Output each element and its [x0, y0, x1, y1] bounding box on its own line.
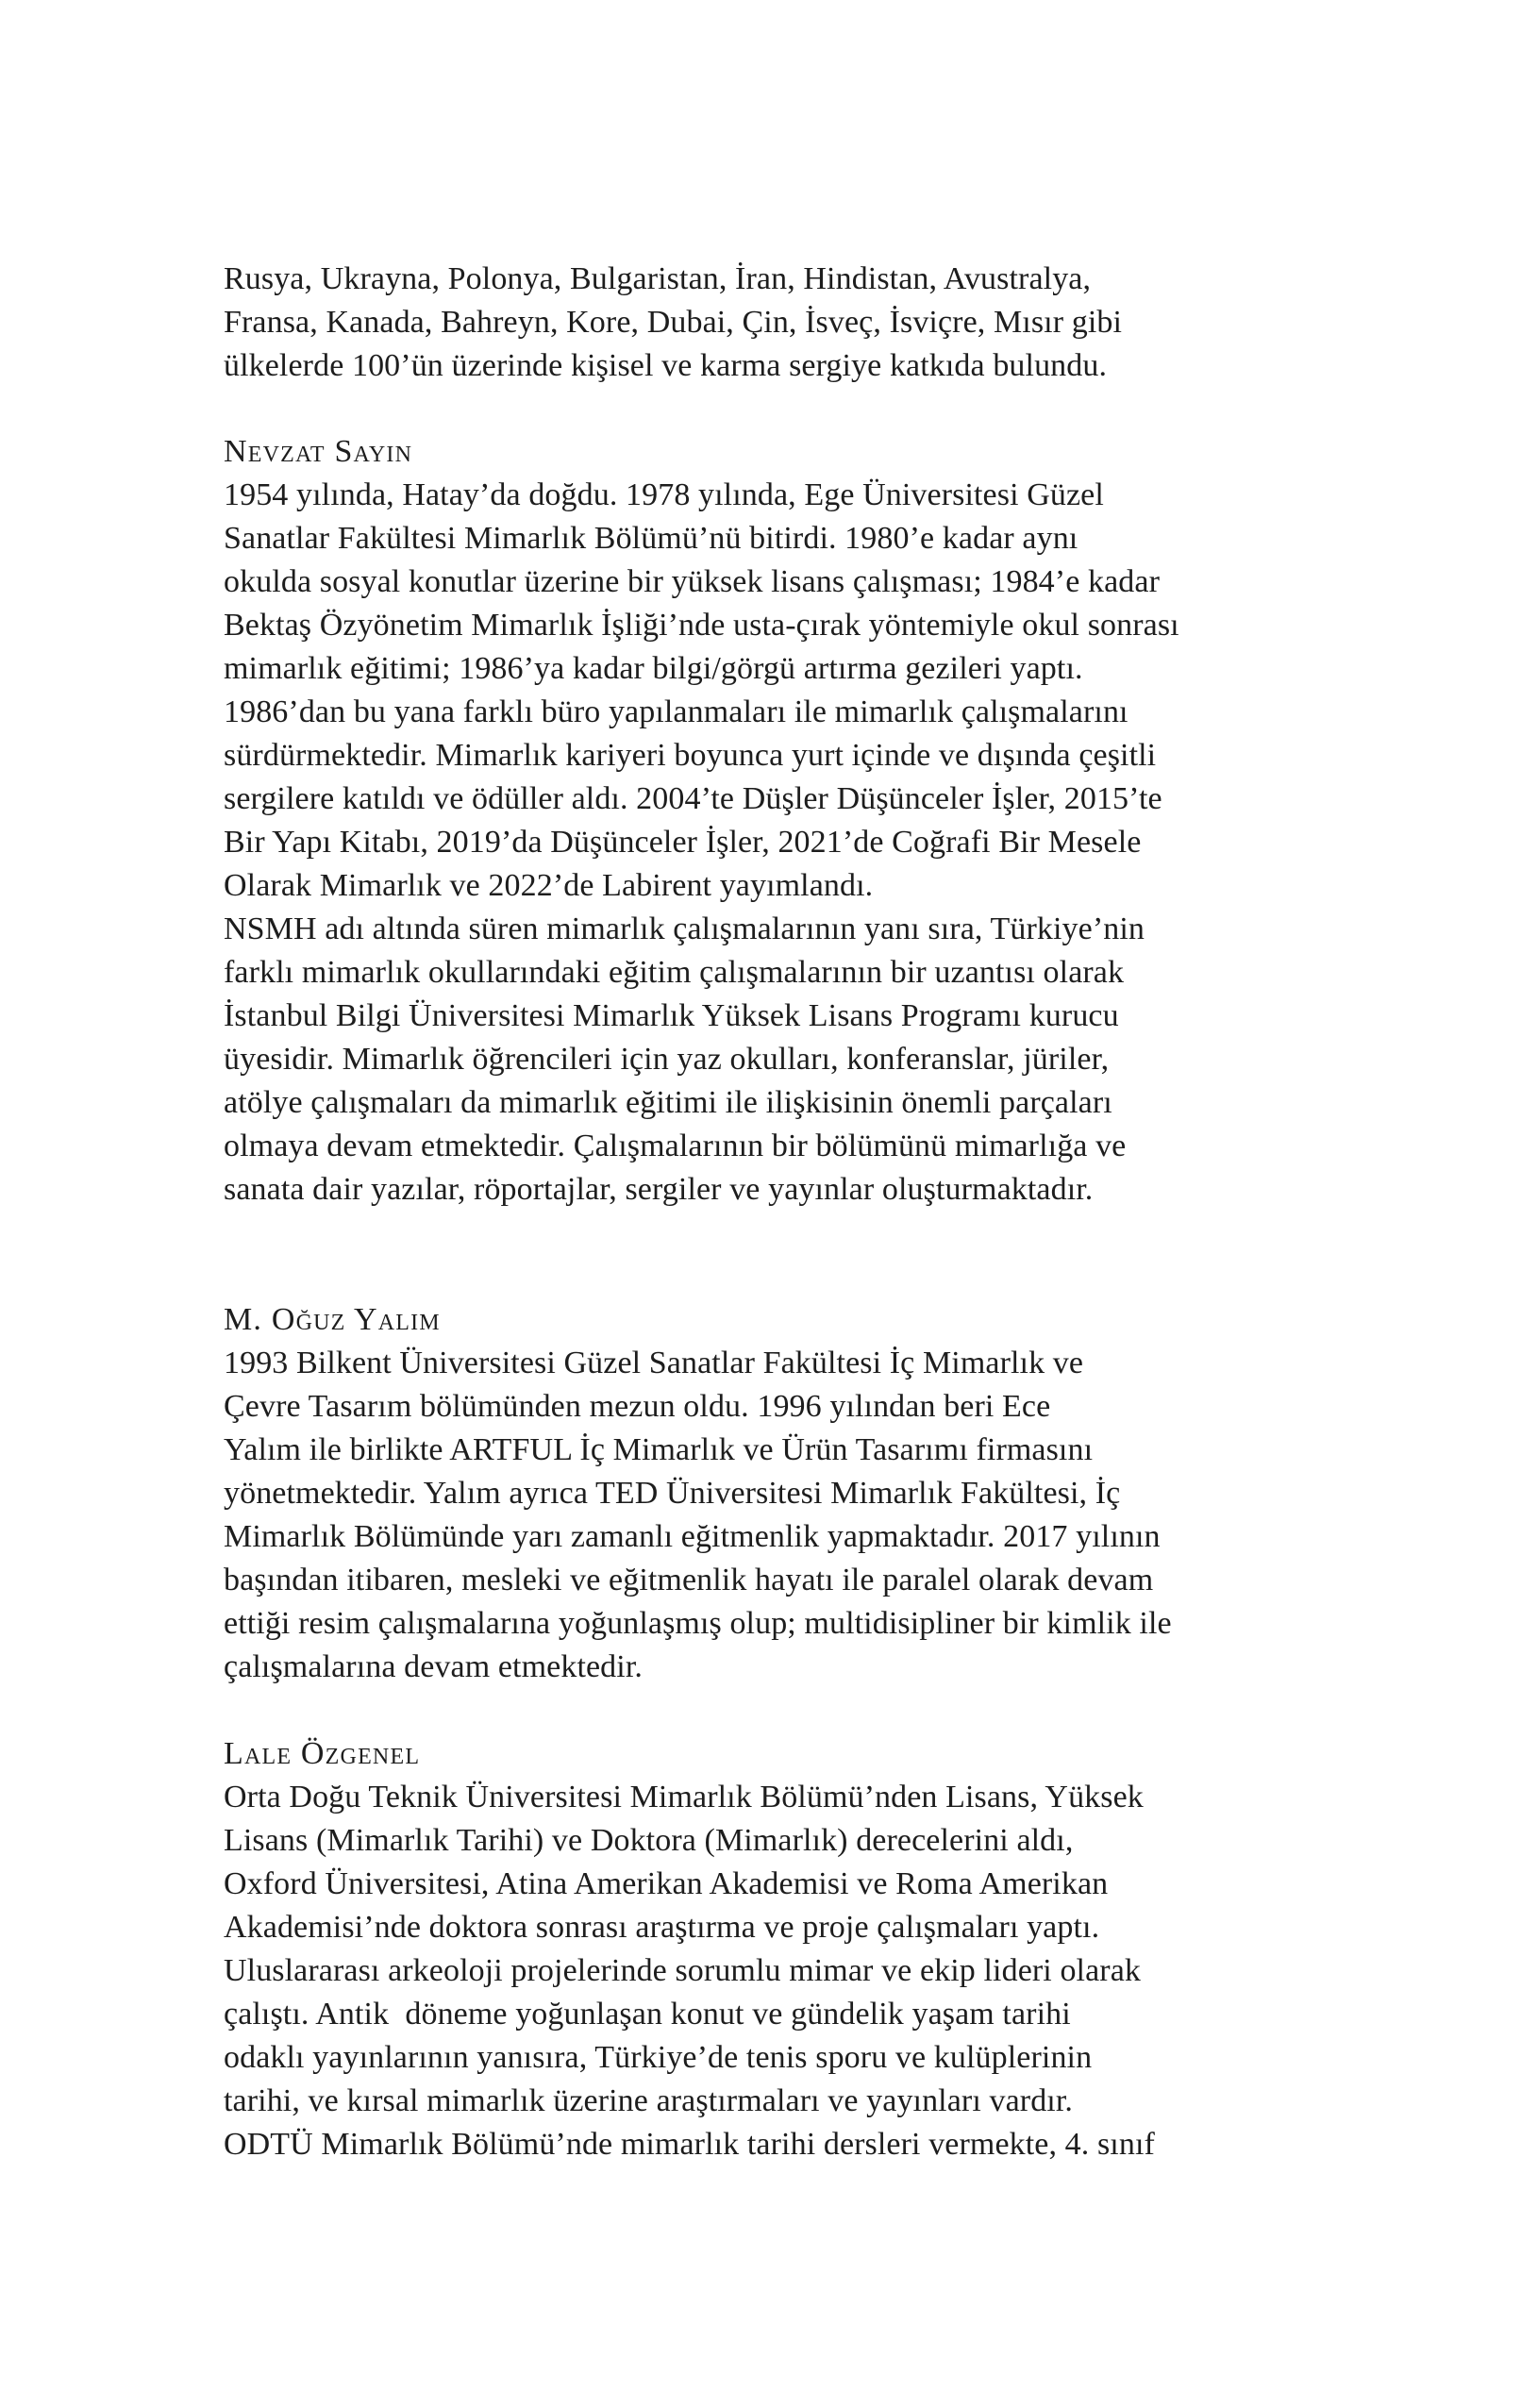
bio-section-nevzat-sayin [224, 430, 1318, 1212]
text-line: okulda sosyal konutlar üzerine bir yüksek lisans çalışması; 1984’e kadar [224, 564, 1161, 599]
text-line: başından itibaren, mesleki ve eğitmenlik hayatı ile paralel olarak devam [224, 1563, 1154, 1597]
text-line: Uluslararası arkeoloji projelerinde sorumlu mimar ve ekip lideri olarak [224, 1953, 1141, 1988]
text-line: ODTÜ Mimarlık Bölümü’nde mimarlık tarihi dersleri vermekte, 4. sınıf [224, 2127, 1155, 2162]
text-line: Lisans (Mimarlık Tarihi) ve Doktora (Mimarlık) derecelerini aldı, [224, 1823, 1074, 1858]
text-line: odaklı yayınlarının yanısıra, Türkiye’de tenis sporu ve kulüplerinin [224, 2040, 1093, 2075]
intro-paragraph [224, 258, 1318, 388]
text-line: 1986’dan bu yana farklı büro yapılanmaları ile mimarlık çalışmalarını [224, 694, 1128, 729]
text-line: 1954 yılında, Hatay’da doğdu. 1978 yılında, Ege Üniversitesi Güzel [224, 477, 1104, 512]
text-line: Bektaş Özyönetim Mimarlık İşliği’nde usta-çırak yöntemiyle okul sonrası [224, 608, 1179, 643]
text-line: Oxford Üniversitesi, Atina Amerikan Akademisi ve Roma Amerikan [224, 1866, 1109, 1901]
bio-body [224, 474, 1318, 1212]
text-line: mimarlık eğitimi; 1986’ya kadar bilgi/görgü artırma gezileri yaptı. [224, 651, 1083, 686]
bio-name-heading: Lale Özgenel [224, 1736, 421, 1771]
text-line: Akademisi’nde doktora sonrası araştırma ve proje çalışmaları yaptı. [224, 1910, 1100, 1945]
text-line: 1993 Bilkent Üniversitesi Güzel Sanatlar Fakültesi İç Mimarlık ve [224, 1346, 1084, 1380]
text-line: Olarak Mimarlık ve 2022’de Labirent yayımlandı. [224, 868, 874, 903]
text-line: çalışmalarına devam etmektedir. [224, 1649, 643, 1684]
bio-name-heading: M. Oğuz Yalım [224, 1302, 441, 1337]
text-line: Sanatlar Fakültesi Mimarlık Bölümü’nü bitirdi. 1980’e kadar aynı [224, 521, 1078, 556]
text-line: tarihi, ve kırsal mimarlık üzerine araştırmaları ve yayınları vardır. [224, 2083, 1073, 2118]
text-line: atölye çalışmaları da mimarlık eğitimi ile ilişkisinin önemli parçaları [224, 1085, 1112, 1120]
text-line: sürdürmektedir. Mimarlık kariyeri boyunca yurt içinde ve dışında çeşitli [224, 738, 1157, 773]
text-line: Rusya, Ukrayna, Polonya, Bulgaristan, İran, Hindistan, Avustralya, [224, 261, 1092, 296]
text-line: çalıştı. Antik döneme yoğunlaşan konut ve gündelik yaşam tarihi [224, 1997, 1071, 2032]
bio-section-lale-ozgenel [224, 1732, 1318, 2166]
text-line: NSMH adı altında süren mimarlık çalışmalarının yanı sıra, Türkiye’nin [224, 911, 1145, 946]
text-line: ettiği resim çalışmalarına yoğunlaşmış olup; multidisipliner bir kimlik ile [224, 1606, 1172, 1641]
text-line: olmaya devam etmektedir. Çalışmalarının bir bölümünü mimarlığa ve [224, 1129, 1127, 1163]
text-line: sanata dair yazılar, röportajlar, sergiler ve yayınlar oluşturmaktadır. [224, 1172, 1094, 1207]
text-line: Yalım ile birlikte ARTFUL İç Mimarlık ve Ürün Tasarımı firmasını [224, 1432, 1094, 1467]
text-line: Fransa, Kanada, Bahreyn, Kore, Dubai, Çin, İsveç, İsviçre, Mısır gibi [224, 305, 1123, 340]
text-line: Bir Yapı Kitabı, 2019’da Düşünceler İşler, 2021’de Coğrafi Bir Mesele [224, 825, 1142, 860]
text-line: Orta Doğu Teknik Üniversitesi Mimarlık Bölümü’nden Lisans, Yüksek [224, 1780, 1144, 1814]
text-line: sergilere katıldı ve ödüller aldı. 2004’te Düşler Düşünceler İşler, 2015’te [224, 781, 1162, 816]
text-line: Çevre Tasarım bölümünden mezun oldu. 1996 yılından beri Ece [224, 1389, 1051, 1424]
text-line: ülkelerde 100’ün üzerinde kişisel ve karma sergiye katkıda bulundu. [224, 348, 1108, 383]
bio-body [224, 1342, 1318, 1689]
text-line: Mimarlık Bölümünde yarı zamanlı eğitmenlik yapmaktadır. 2017 yılının [224, 1519, 1161, 1554]
bio-section-m-oguz-yalim [224, 1298, 1318, 1689]
text-line: İstanbul Bilgi Üniversitesi Mimarlık Yüksek Lisans Programı kurucu [224, 998, 1119, 1033]
text-line: farklı mimarlık okullarındaki eğitim çalışmalarının bir uzantısı olarak [224, 955, 1125, 990]
bio-name-heading: Nevzat Sayın [224, 434, 413, 469]
text-line: yönetmektedir. Yalım ayrıca TED Üniversitesi Mimarlık Fakültesi, İç [224, 1476, 1121, 1511]
bio-body [224, 1776, 1318, 2166]
text-column [224, 258, 1318, 2166]
text-line: üyesidir. Mimarlık öğrencileri için yaz okulları, konferanslar, jüriler, [224, 1042, 1110, 1077]
